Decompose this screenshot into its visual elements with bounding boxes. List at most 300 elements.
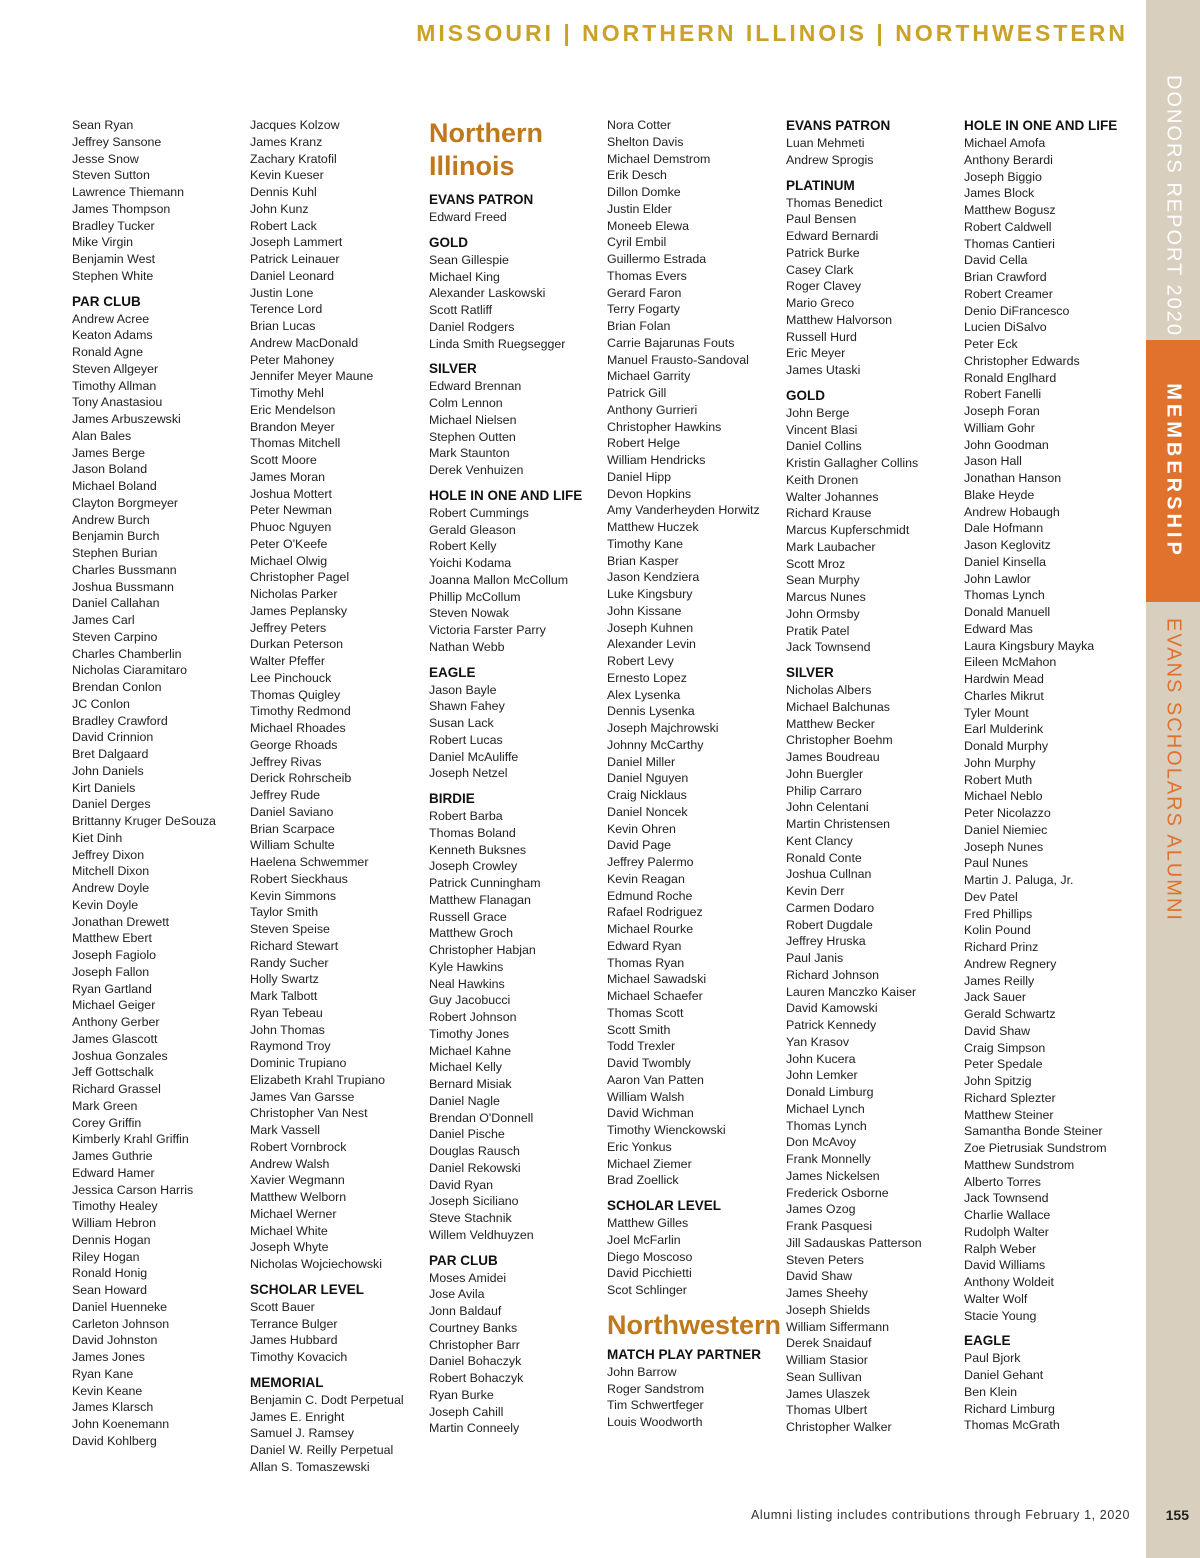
donor-name: Christopher Hawkins: [607, 419, 722, 434]
donor-column-5: [786, 117, 922, 1436]
donor-name: Peter Nicolazzo: [964, 806, 1051, 820]
donor-name: Elizabeth Krahl Trupiano: [250, 1072, 386, 1087]
donor-name: John Lemker: [786, 1068, 858, 1083]
donor-name: William Hendricks: [607, 453, 706, 467]
donor-name: Thomas Evers: [607, 268, 687, 283]
donor-name: Richard Johnson: [786, 967, 879, 982]
donor-name: Joseph Netzel: [429, 766, 508, 781]
donor-name: Peter Spedale: [964, 1057, 1043, 1072]
donor-name: Joseph Majchrowski: [607, 721, 719, 735]
donor-name: Tony Anastasiou: [72, 395, 163, 410]
donor-name: Terry Fogarty: [607, 302, 680, 317]
donor-name: Jennifer Meyer Maune: [250, 369, 374, 384]
donor-name: Timothy Mehl: [250, 386, 324, 400]
donor-name: Moses Amidei: [429, 1270, 507, 1285]
donor-name: Andrew Acree: [72, 311, 150, 326]
donor-name: Shawn Fahey: [429, 699, 505, 714]
donor-name: Jeffrey Rude: [250, 788, 321, 802]
donor-name: Paul Janis: [786, 951, 844, 965]
donor-name: Kimberly Krahl Griffin: [72, 1132, 189, 1147]
donor-name: Robert Dugdale: [786, 917, 873, 932]
donor-name: John Barrow: [607, 1364, 677, 1379]
donor-name: Brian Kasper: [607, 553, 679, 568]
donor-name: Kyle Hawkins: [429, 959, 504, 974]
donor-name: Stephen White: [72, 268, 154, 283]
donor-name: Edward Freed: [429, 210, 507, 224]
donor-name: Matthew Welborn: [250, 1190, 347, 1204]
donor-name: Durkan Peterson: [250, 637, 343, 652]
donor-name: Jack Townsend: [964, 1191, 1049, 1206]
donor-name: Kevin Derr: [786, 884, 845, 898]
donor-name: Christopher Boehm: [786, 733, 893, 748]
donor-name: Brian Lucas: [250, 319, 316, 333]
donor-name: Steve Stachnik: [429, 1211, 512, 1225]
donor-name: Anthony Berardi: [964, 152, 1053, 167]
donor-name: William Walsh: [607, 1089, 685, 1104]
donor-name: Neal Hawkins: [429, 976, 505, 991]
donor-name: Kevin Doyle: [72, 897, 139, 912]
donor-name: Hardwin Mead: [964, 672, 1044, 686]
donor-name: Allan S. Tomaszewski: [250, 1459, 370, 1474]
school-heading: Northern Illinois: [429, 118, 543, 181]
donor-name: Kevin Ohren: [607, 821, 676, 836]
donor-name: Michael Sawadski: [607, 972, 707, 987]
donor-name: Willem Veldhuyzen: [429, 1227, 534, 1242]
donor-name: Steven Allgeyer: [72, 361, 159, 376]
donor-name: Brandon Meyer: [250, 419, 335, 434]
donor-name: Scott Ratliff: [429, 303, 493, 317]
donor-name: Martin Conneely: [429, 1421, 520, 1436]
donor-name: Ryan Gartland: [72, 981, 152, 996]
donor-name: Jason Kendziera: [607, 570, 700, 585]
donor-name: Joshua Bussmann: [72, 579, 174, 594]
donor-name: Marcus Nunes: [786, 590, 866, 604]
donor-name: Scott Bauer: [250, 1299, 315, 1314]
donor-name: Jeffrey Dixon: [72, 847, 145, 862]
giving-level-heading: SCHOLAR LEVEL: [607, 1198, 722, 1213]
donor-name: Daniel Rodgers: [429, 319, 515, 334]
donor-name: Jason Keglovitz: [964, 538, 1051, 552]
giving-level-heading: EVANS PATRON: [429, 192, 534, 207]
donor-name: Edward Ryan: [607, 938, 682, 953]
donor-name: Jonn Baldauf: [429, 1304, 502, 1318]
donor-name: Bret Dalgaard: [72, 747, 149, 761]
donor-name: Diego Moscoso: [607, 1249, 693, 1264]
donor-name: Nicholas Ciaramitaro: [72, 663, 187, 678]
donor-name: Stacie Young: [964, 1308, 1037, 1323]
donor-name: Matthew Gilles: [607, 1216, 689, 1230]
donor-name: Brad Zoellick: [607, 1173, 679, 1188]
donor-name: Gerald Gleason: [429, 522, 516, 537]
donor-name: Michael Demstrom: [607, 151, 711, 166]
donor-name: Carrie Bajarunas Fouts: [607, 335, 735, 350]
donor-name: Brian Scarpace: [250, 821, 335, 836]
donor-name: Robert Johnson: [429, 1010, 517, 1024]
donor-name: James Boudreau: [786, 750, 880, 764]
donor-name: Riley Hogan: [72, 1249, 140, 1264]
donor-name: Aaron Van Patten: [607, 1072, 704, 1087]
donor-name: Edmund Roche: [607, 888, 693, 903]
donor-name: Matthew Flanagan: [429, 892, 531, 907]
donor-name: Matthew Groch: [429, 926, 514, 941]
donor-name: Thomas Lynch: [964, 588, 1045, 603]
donor-name: Lauren Manczko Kaiser: [786, 984, 917, 999]
donor-name: Jeffrey Palermo: [607, 855, 694, 869]
donor-name: Richard Grassel: [72, 1082, 161, 1096]
donor-name: James Nickelsen: [786, 1168, 880, 1183]
donor-name: Christopher Pagel: [250, 570, 350, 585]
donor-name: Michael Boland: [72, 479, 157, 493]
donor-name: Martin J. Paluga, Jr.: [964, 873, 1074, 887]
donor-name: James Ulaszek: [786, 1386, 871, 1401]
donor-name: Kevin Reagan: [607, 871, 685, 886]
donor-name: Patrick Burke: [786, 245, 860, 260]
donor-name: Matthew Steiner: [964, 1107, 1054, 1122]
donor-name: Anthony Gurrieri: [607, 402, 698, 417]
donor-name: Jeff Gottschalk: [72, 1065, 154, 1080]
donor-name: Rafael Rodriguez: [607, 905, 703, 920]
donor-name: Steven Carpino: [72, 629, 158, 644]
membership-label: MEMBERSHIP: [1162, 383, 1185, 559]
donor-name: James Carl: [72, 613, 135, 627]
donor-name: Michael White: [250, 1223, 328, 1238]
donor-name: Walter Wolf: [964, 1291, 1028, 1306]
donor-name: David Shaw: [964, 1023, 1031, 1038]
donor-name: Randy Sucher: [250, 955, 329, 970]
donor-name: Matthew Halvorson: [786, 312, 893, 327]
donor-name: John Kissane: [607, 603, 682, 618]
donor-name: Joshua Cullnan: [786, 867, 872, 882]
donor-name: Lee Pinchouck: [250, 670, 332, 685]
donor-name: Benjamin C. Dodt Perpetual: [250, 1392, 404, 1407]
donor-name: Lucien DiSalvo: [964, 320, 1047, 335]
donor-name: Robert Helge: [607, 436, 681, 451]
donor-name: Thomas Ryan: [607, 955, 685, 970]
giving-level-heading: HOLE IN ONE AND LIFE: [964, 118, 1118, 133]
giving-level-heading: MEMORIAL: [250, 1374, 324, 1390]
donor-name: Brendan O'Donnell: [429, 1110, 534, 1125]
donor-name: Guillermo Estrada: [607, 252, 707, 266]
donor-name: Thomas Scott: [607, 1005, 684, 1020]
donor-name: Gerald Schwartz: [964, 1007, 1056, 1021]
donor-name: Christopher Walker: [786, 1420, 892, 1434]
donor-column-1: [72, 117, 216, 1450]
giving-level-heading: SILVER: [786, 665, 834, 680]
donor-name: Kiet Dinh: [72, 830, 123, 845]
donor-name: Timothy Wienckowski: [607, 1123, 726, 1137]
donor-name: Zoe Pietrusiak Sundstrom: [964, 1141, 1107, 1155]
donor-name: Sean Ryan: [72, 118, 134, 132]
donor-name: Scot Schlinger: [607, 1283, 687, 1297]
donor-name: David Cella: [964, 253, 1028, 268]
donor-name: Alan Bales: [72, 428, 132, 443]
donor-name: Robert Vornbrock: [250, 1139, 347, 1154]
donor-name: Jack Sauer: [964, 990, 1026, 1005]
donor-name: Richard Krause: [786, 506, 872, 521]
alumni-label: EVANS SCHOLARS ALUMNI: [1162, 618, 1185, 922]
donor-name: Sean Gillespie: [429, 252, 509, 267]
donor-name: Joseph Fallon: [72, 964, 150, 979]
donor-name: James E. Enright: [250, 1409, 345, 1424]
donor-name: James Arbuszewski: [72, 412, 181, 426]
donor-name: Kent Clancy: [786, 833, 853, 848]
donor-name: Laura Kingsbury Mayka: [964, 638, 1095, 653]
donor-name: Zachary Kratofil: [250, 151, 337, 166]
donor-name: William Gohr: [964, 420, 1035, 435]
donor-name: Matthew Bogusz: [964, 203, 1056, 217]
donor-name: John Lawlor: [964, 571, 1031, 586]
donor-name: James Utaski: [786, 363, 861, 377]
donor-name: Ryan Burke: [429, 1387, 494, 1402]
donor-name: Kolin Pound: [964, 923, 1031, 938]
donor-name: Jill Sadauskas Patterson: [786, 1235, 922, 1250]
donor-name: Brian Folan: [607, 319, 671, 333]
donor-name: Colm Lennon: [429, 396, 503, 410]
giving-level-heading: EAGLE: [964, 1333, 1011, 1349]
school-heading: Northwestern: [607, 1309, 782, 1340]
donor-name: James Moran: [250, 469, 326, 484]
donor-name: Andrew Burch: [72, 512, 150, 527]
donor-name: Matthew Becker: [786, 716, 875, 731]
donor-name: Daniel Callahan: [72, 596, 160, 611]
donor-name: Michael Neblo: [964, 789, 1043, 804]
donor-name: Earl Mulderink: [964, 722, 1044, 737]
donor-name: Robert Fanelli: [964, 387, 1042, 402]
donor-name: Anthony Gerber: [72, 1015, 160, 1029]
donor-name: Mario Greco: [786, 296, 855, 310]
donor-name: Nathan Webb: [429, 639, 505, 654]
donor-name: Patrick Leinauer: [250, 252, 340, 266]
donor-name: Christopher Edwards: [964, 353, 1080, 368]
donor-name: David Twombly: [607, 1056, 691, 1070]
donor-name: Gerard Faron: [607, 285, 682, 300]
donor-name: Carmen Dodaro: [786, 900, 875, 915]
donor-name: Peter O'Keefe: [250, 536, 328, 551]
donor-name: Clayton Borgmeyer: [72, 495, 179, 510]
donor-name: Phuoc Nguyen: [250, 520, 332, 534]
donor-name: Jose Avila: [429, 1287, 485, 1302]
donor-name: Lawrence Thiemann: [72, 185, 185, 199]
donor-name: Richard Stewart: [250, 938, 339, 953]
donor-name: William Schulte: [250, 838, 335, 853]
donor-name: James Van Garsse: [250, 1089, 355, 1104]
donor-name: Carleton Johnson: [72, 1316, 170, 1331]
donor-name: Timothy Healey: [72, 1199, 158, 1214]
donor-column-3: [429, 117, 582, 1437]
donor-name: Michael Rhoades: [250, 721, 346, 735]
donor-name: Samantha Bonde Steiner: [964, 1124, 1103, 1139]
donor-name: Michael Schaefer: [607, 989, 703, 1003]
donor-name: Dennis Lysenka: [607, 704, 695, 719]
donor-name: David Kamowski: [786, 1001, 878, 1016]
donor-name: Haelena Schwemmer: [250, 855, 369, 869]
donor-name: Richard Splezter: [964, 1090, 1056, 1105]
donor-name: Ronald Agne: [72, 345, 143, 359]
donor-name: Joseph Fagiolo: [72, 948, 157, 962]
donor-name: Ben Klein: [964, 1384, 1018, 1399]
donor-name: William Stasior: [786, 1353, 868, 1367]
giving-level-heading: PLATINUM: [786, 177, 855, 193]
page-header-title: MISSOURI | NORTHERN ILLINOIS | NORTHWESTERN: [416, 20, 1128, 46]
donor-name: Tyler Mount: [964, 705, 1029, 720]
donor-name: Christopher Van Nest: [250, 1106, 368, 1121]
donor-name: Steven Sutton: [72, 168, 150, 183]
donor-name: Xavier Wegmann: [250, 1173, 345, 1188]
donor-name: Thomas Benedict: [786, 195, 883, 210]
donor-name: Paul Bjork: [964, 1351, 1021, 1366]
donor-name: Phillip McCollum: [429, 589, 521, 604]
donor-name: Derick Rohrscheib: [250, 771, 352, 786]
donor-name: Steven Nowak: [429, 606, 509, 621]
donor-name: David Crinnion: [72, 730, 154, 745]
donor-name: Thomas McGrath: [964, 1418, 1060, 1433]
donor-name: Daniel W. Reilly Perpetual: [250, 1443, 394, 1457]
donor-name: Michael Rourke: [607, 922, 694, 936]
donor-name: Timothy Allman: [72, 378, 157, 393]
donor-name: Rudolph Walter: [964, 1224, 1049, 1239]
footer-note: Alumni listing includes contributions through February 1, 2020: [750, 1508, 1130, 1522]
donor-name: John Daniels: [72, 763, 144, 778]
donor-name: Vincent Blasi: [786, 422, 858, 437]
donor-name: Joshua Gonzales: [72, 1048, 168, 1063]
donor-name: George Rhoads: [250, 737, 338, 752]
donor-name: Daniel Kinsella: [964, 554, 1046, 569]
donor-name: Fred Phillips: [964, 906, 1033, 921]
donor-name: James Jones: [72, 1350, 146, 1364]
donor-name: Eric Meyer: [786, 346, 846, 361]
donor-name: James Thompson: [72, 201, 171, 216]
donor-name: Michael Garrity: [607, 369, 691, 384]
donor-name: Peter Mahoney: [250, 352, 335, 367]
donor-name: Nora Cotter: [607, 118, 672, 132]
donor-name: Don McAvoy: [786, 1135, 857, 1150]
donor-name: John Murphy: [964, 755, 1036, 770]
donor-name: Martin Christensen: [786, 817, 890, 831]
donor-name: Craig Simpson: [964, 1040, 1046, 1055]
donor-name: David Williams: [964, 1258, 1046, 1273]
donor-name: Jeffrey Sansone: [72, 134, 162, 149]
donor-name: Raymond Troy: [250, 1039, 331, 1054]
donor-name: Bernard Misiak: [429, 1077, 512, 1091]
donor-name: Kirt Daniels: [72, 780, 136, 795]
donor-name: James Peplansky: [250, 603, 348, 618]
donor-name: Daniel Huenneke: [72, 1299, 168, 1314]
donor-name: Joseph Lammert: [250, 235, 343, 250]
donor-name: Ronald Honig: [72, 1266, 148, 1281]
donor-name: Brian Crawford: [964, 270, 1047, 284]
donor-name: Thomas Lynch: [786, 1118, 867, 1133]
donor-name: Joseph Biggio: [964, 169, 1042, 184]
donor-name: James Reilly: [964, 973, 1035, 988]
donor-name: Charles Chamberlin: [72, 646, 182, 661]
donor-name: Matthew Sundstrom: [964, 1157, 1075, 1172]
donor-name: Guy Jacobucci: [429, 993, 511, 1008]
donor-name: Andrew Hobaugh: [964, 504, 1060, 519]
giving-level-heading: EVANS PATRON: [786, 118, 891, 133]
donor-name: Dominic Trupiano: [250, 1056, 347, 1070]
giving-level-heading: BIRDIE: [429, 791, 475, 806]
donor-name: Robert Bohaczyk: [429, 1371, 524, 1385]
donor-name: Thomas Mitchell: [250, 436, 341, 451]
donor-name: Philip Carraro: [786, 783, 862, 798]
donor-name: Tim Schwertfeger: [607, 1398, 704, 1413]
donor-column-2: [250, 117, 404, 1476]
donor-name: Daniel Leonard: [250, 268, 335, 283]
donor-name: Louis Woodworth: [607, 1415, 703, 1429]
donor-name: James Ozog: [786, 1202, 856, 1217]
donor-name: Jason Bayle: [429, 682, 497, 697]
donor-name: Timothy Kovacich: [250, 1350, 348, 1364]
donor-name: Steven Speise: [250, 922, 330, 936]
donor-name: Thomas Ulbert: [786, 1403, 868, 1418]
donor-name: Charlie Wallace: [964, 1208, 1051, 1222]
donor-name: Robert Lucas: [429, 732, 503, 747]
donor-name: Michael Kelly: [429, 1060, 502, 1075]
donor-name: Jessica Carson Harris: [72, 1182, 194, 1197]
donor-name: Benjamin Burch: [72, 529, 160, 544]
donor-name: Roger Sandstrom: [607, 1381, 705, 1396]
donor-name: John Buergler: [786, 766, 864, 781]
giving-level-heading: SCHOLAR LEVEL: [250, 1281, 365, 1297]
donor-name: Joseph Crowley: [429, 859, 518, 874]
donor-name: Dennis Hogan: [72, 1232, 151, 1247]
donor-name: Frank Pasquesi: [786, 1219, 873, 1233]
donor-name: Andrew MacDonald: [250, 335, 359, 350]
donor-name: Mark Green: [72, 1098, 138, 1113]
donor-name: Erik Desch: [607, 168, 667, 183]
donor-name: Nicholas Parker: [250, 587, 338, 601]
donor-name: Mitchell Dixon: [72, 864, 150, 879]
donor-name: Victoria Farster Parry: [429, 623, 546, 637]
donor-name: Justin Lone: [250, 285, 314, 300]
donor-name: Andrew Regnery: [964, 956, 1057, 971]
donor-name: Paul Nunes: [964, 856, 1029, 871]
donor-name: Sean Howard: [72, 1283, 148, 1297]
donor-name: Michael Kahne: [429, 1043, 511, 1058]
donor-name: Thomas Quigley: [250, 687, 341, 702]
donor-name: John Kunz: [250, 201, 309, 216]
donor-name: Robert Cummings: [429, 505, 529, 520]
donor-name: Michael Olwig: [250, 553, 328, 568]
donor-name: Ralph Weber: [964, 1241, 1037, 1256]
donor-name: Kenneth Buksnes: [429, 842, 527, 857]
donor-name: Daniel Collins: [786, 439, 862, 454]
donor-name: Edward Mas: [964, 621, 1033, 636]
donor-name: Joseph Kuhnen: [607, 620, 694, 635]
donor-name: Robert Creamer: [964, 286, 1053, 301]
donor-name: Alexander Laskowski: [429, 286, 546, 301]
donor-name: Terrance Bulger: [250, 1316, 338, 1331]
donor-name: Holly Swartz: [250, 972, 319, 987]
donor-name: David Page: [607, 838, 672, 853]
donor-name: Joseph Whyte: [250, 1240, 329, 1255]
donor-name: Daniel Bohaczyk: [429, 1354, 522, 1369]
donor-name: Marcus Kupferschmidt: [786, 523, 910, 537]
donor-name: Mark Vassell: [250, 1123, 320, 1137]
donor-name: Courtney Banks: [429, 1320, 518, 1335]
donor-name: Donald Limburg: [786, 1085, 874, 1099]
donor-name: Joseph Shields: [786, 1302, 871, 1317]
donor-name: Timothy Jones: [429, 1026, 510, 1041]
donor-name: Kevin Kueser: [250, 168, 324, 183]
donor-name: Scott Smith: [607, 1022, 671, 1037]
donor-name: Denio DiFrancesco: [964, 303, 1070, 318]
giving-level-heading: EAGLE: [429, 664, 476, 680]
donor-name: Daniel Gehant: [964, 1368, 1044, 1382]
donor-name: Kristin Gallagher Collins: [786, 456, 919, 470]
donor-name: Taylor Smith: [250, 905, 319, 920]
donor-name: Todd Trexler: [607, 1039, 676, 1054]
